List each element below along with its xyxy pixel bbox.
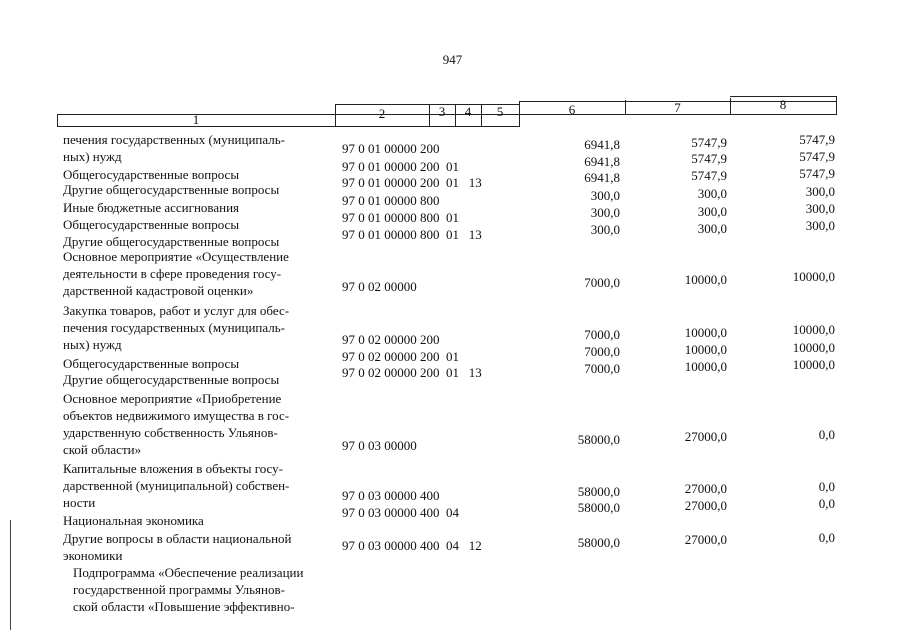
row-value-col6: 58000,0 <box>577 484 620 499</box>
row-value-col7: 27000,0 <box>684 532 727 547</box>
row-value-col6: 58000,0 <box>577 500 620 515</box>
row-value-col7: 300,0 <box>697 221 727 236</box>
row-value-col8: 0,0 <box>818 479 835 494</box>
row-value-col8: 300,0 <box>805 201 835 216</box>
header-col-7: 7 <box>674 100 681 115</box>
row-desc-line: Иные бюджетные ассигнования <box>63 200 240 215</box>
row-value-col6: 300,0 <box>590 205 620 220</box>
row-value-col7: 10000,0 <box>684 325 727 340</box>
row-value-col8: 10000,0 <box>792 357 835 372</box>
row-value-col6: 300,0 <box>590 188 620 203</box>
row-value-col7: 27000,0 <box>684 429 727 444</box>
row-desc-line: ской области «Повышение эффективно- <box>73 599 295 614</box>
row-value-col7: 10000,0 <box>684 342 727 357</box>
row-value-col7: 5747,9 <box>691 135 727 150</box>
row-desc-line: экономики <box>63 548 123 563</box>
row-value-col6: 7000,0 <box>584 327 620 342</box>
row-desc-line: дарственной кадастровой оценки» <box>63 283 254 298</box>
row-desc-line: ных) нужд <box>63 149 122 164</box>
row-desc-line: Другие общегосударственные вопросы <box>63 182 280 197</box>
row-value-col8: 10000,0 <box>792 322 835 337</box>
row-code: 97 0 02 00000 <box>342 279 417 294</box>
row-value-col7: 300,0 <box>697 204 727 219</box>
row-desc-line: ности <box>63 495 96 510</box>
row-code: 97 0 03 00000 400 04 12 <box>342 538 482 553</box>
page-number: 947 <box>442 52 463 67</box>
row-value-col8: 300,0 <box>805 218 835 233</box>
row-code: 97 0 03 00000 400 <box>342 488 440 503</box>
row-desc-line: Подпрограмма «Обеспечение реализации <box>73 565 304 580</box>
row-code: 97 0 01 00000 800 01 <box>342 210 459 225</box>
row-desc-line: Другие общегосударственные вопросы <box>63 234 280 249</box>
row-desc-line: ской области» <box>63 442 142 457</box>
header-col-2: 2 <box>378 106 386 121</box>
row-value-col8: 5747,9 <box>799 149 835 164</box>
row-desc-line: Другие общегосударственные вопросы <box>63 372 280 387</box>
row-desc-line: печения государственных (муниципаль- <box>63 320 286 335</box>
row-desc-line: ных) нужд <box>63 337 122 352</box>
header-col-3: 3 <box>438 104 446 119</box>
row-value-col6: 6941,8 <box>584 137 620 152</box>
row-value-col7: 10000,0 <box>684 359 727 374</box>
row-desc-line: Общегосударственные вопросы <box>63 217 240 232</box>
row-code: 97 0 01 00000 200 <box>342 141 440 156</box>
row-value-col8: 10000,0 <box>792 269 835 284</box>
row-value-col8: 5747,9 <box>799 166 835 181</box>
row-value-col7: 300,0 <box>697 186 727 201</box>
row-value-col7: 5747,9 <box>691 168 727 183</box>
row-desc-line: деятельности в сфере проведения госу- <box>63 266 282 281</box>
row-desc-line: Закупка товаров, работ и услуг для обес- <box>63 303 290 318</box>
row-desc-line: Общегосударственные вопросы <box>63 167 240 182</box>
row-value-col7: 10000,0 <box>684 272 727 287</box>
row-value-col8: 10000,0 <box>792 340 835 355</box>
row-desc-line: Общегосударственные вопросы <box>63 356 240 371</box>
row-value-col7: 27000,0 <box>684 498 727 513</box>
row-value-col8: 300,0 <box>805 184 835 199</box>
row-desc-line: дарственной (муниципальной) собствен- <box>63 478 290 493</box>
table-header <box>57 96 837 126</box>
row-desc-line: печения государственных (муниципаль- <box>63 132 286 147</box>
row-desc-line: Другие вопросы в области национальной <box>63 531 292 546</box>
row-value-col6: 7000,0 <box>584 275 620 290</box>
header-col-6: 6 <box>568 102 576 117</box>
row-code: 97 0 01 00000 200 01 13 <box>342 175 482 190</box>
scan-margin-mark <box>10 520 11 630</box>
row-code: 97 0 01 00000 800 01 13 <box>342 227 482 242</box>
row-value-col6: 7000,0 <box>584 361 620 376</box>
row-desc-line: Основное мероприятие «Осуществление <box>63 249 289 264</box>
header-col-4: 4 <box>464 104 472 119</box>
row-desc-line: объектов недвижимого имущества в гос- <box>63 408 290 423</box>
row-value-col6: 58000,0 <box>577 535 620 550</box>
row-value-col6: 7000,0 <box>584 344 620 359</box>
row-value-col7: 27000,0 <box>684 481 727 496</box>
row-code: 97 0 02 00000 200 01 <box>342 349 459 364</box>
row-code: 97 0 03 00000 <box>342 438 417 453</box>
row-value-col8: 5747,9 <box>799 132 835 147</box>
header-col-8: 8 <box>779 97 787 112</box>
row-code: 97 0 02 00000 200 <box>342 332 440 347</box>
row-code: 97 0 03 00000 400 04 <box>342 505 459 520</box>
row-desc-line: Капитальные вложения в объекты госу- <box>63 461 283 476</box>
row-desc-line: Национальная экономика <box>63 513 204 528</box>
row-desc-line: Основное мероприятие «Приобретение <box>63 391 282 406</box>
row-value-col6: 6941,8 <box>584 170 620 185</box>
row-value-col7: 5747,9 <box>691 151 727 166</box>
row-code: 97 0 01 00000 200 01 <box>342 159 459 174</box>
header-col-5: 5 <box>496 104 504 119</box>
row-value-col6: 58000,0 <box>577 432 620 447</box>
row-value-col6: 6941,8 <box>584 154 620 169</box>
header-col-1: 1 <box>192 112 200 127</box>
row-code: 97 0 01 00000 800 <box>342 193 440 208</box>
row-code: 97 0 02 00000 200 01 13 <box>342 365 482 380</box>
row-value-col8: 0,0 <box>818 427 835 442</box>
row-value-col6: 300,0 <box>590 222 620 237</box>
row-desc-line: государственной программы Ульянов- <box>73 582 285 597</box>
row-desc-line: ударственную собственность Ульянов- <box>63 425 278 440</box>
row-value-col8: 0,0 <box>818 530 835 545</box>
row-value-col8: 0,0 <box>818 496 835 511</box>
